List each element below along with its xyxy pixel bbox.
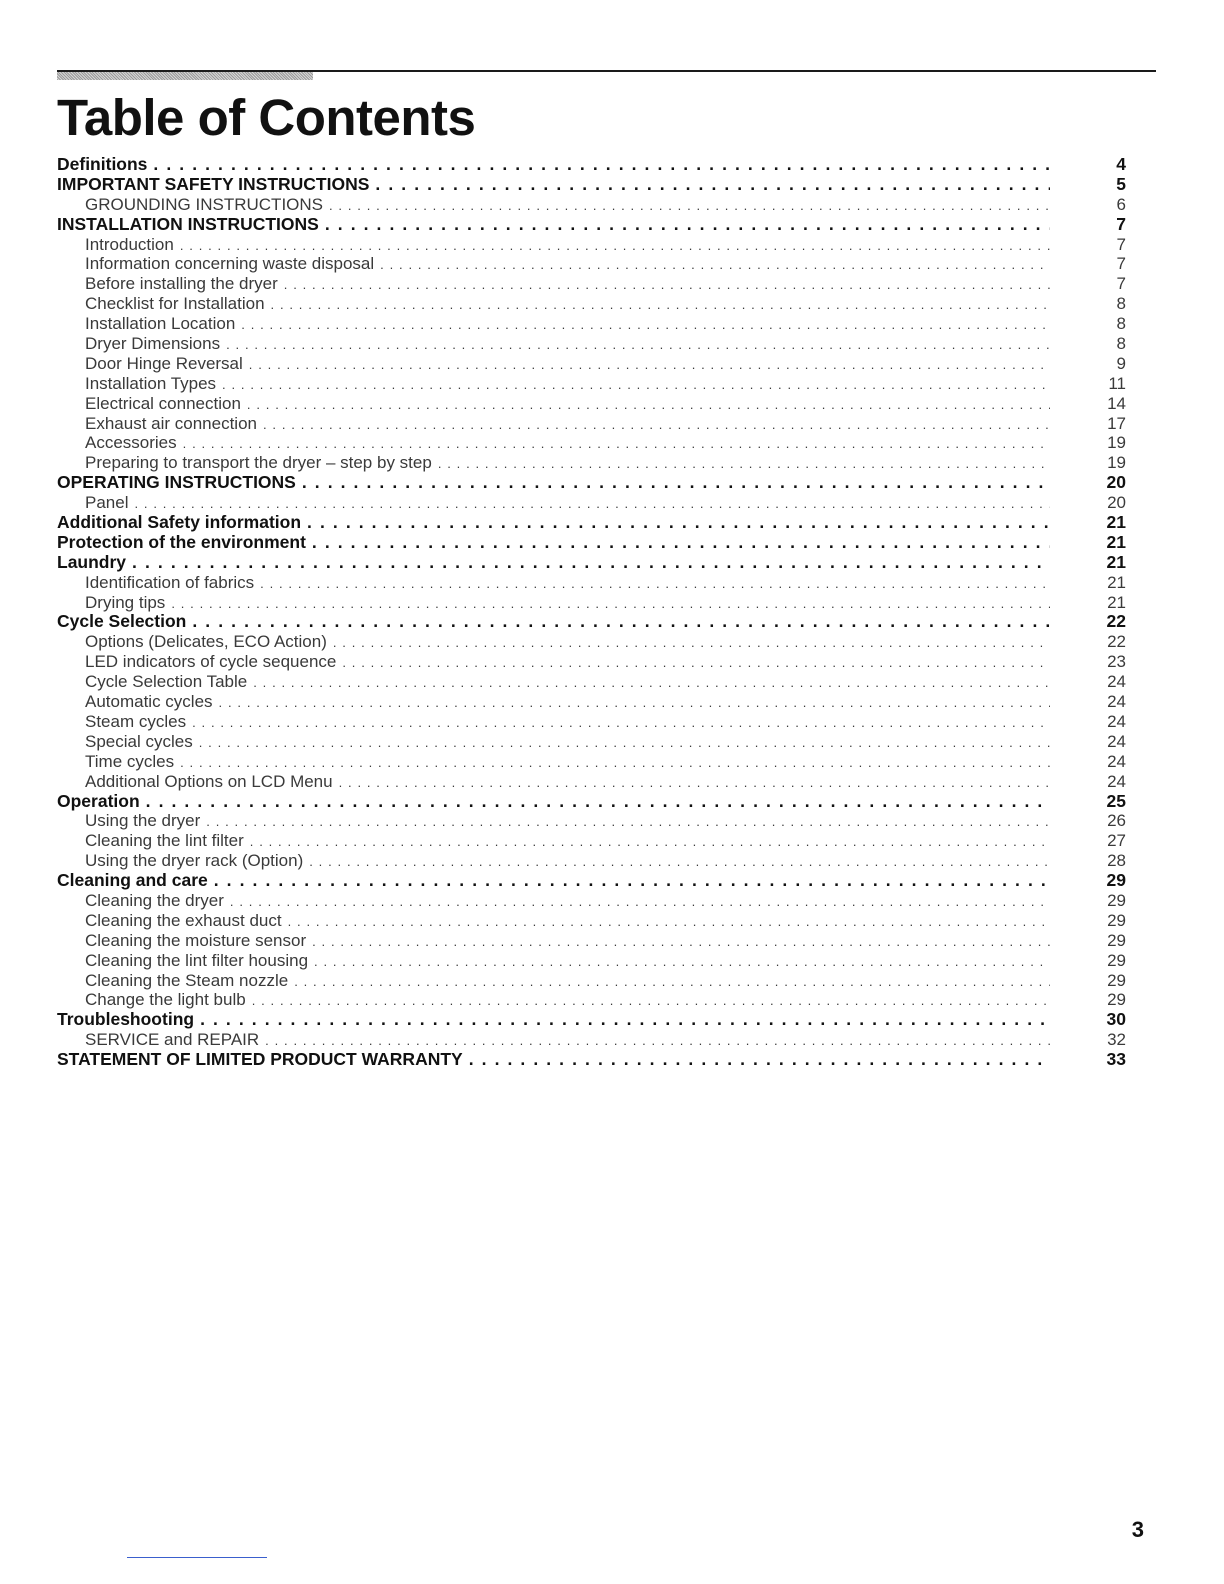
toc-entry-page: 24	[1107, 711, 1126, 731]
dot-leader	[307, 513, 1050, 533]
toc-entry-page: 24	[1107, 751, 1126, 771]
dot-leader	[294, 972, 1050, 991]
toc-entry-label: Electrical connection	[85, 393, 241, 413]
toc-entry-page: 6	[1116, 194, 1126, 214]
toc-section-entry[interactable]	[57, 155, 1126, 175]
dot-leader	[132, 553, 1050, 573]
toc-entry-page: 7	[1116, 274, 1126, 294]
toc-entry-label: Additional Safety information	[57, 513, 302, 533]
dot-leader	[284, 275, 1050, 294]
toc-entry-page: 19	[1107, 433, 1126, 453]
table-of-contents	[57, 155, 1126, 1070]
toc-entry-label: INSTALLATION INSTRUCTIONS	[57, 214, 319, 234]
toc-subsection-entry[interactable]	[57, 374, 1126, 394]
toc-entry-label: Cleaning and care	[57, 871, 208, 891]
toc-entry-page: 8	[1116, 314, 1126, 334]
toc-section-entry[interactable]	[57, 612, 1126, 632]
toc-subsection-entry[interactable]	[57, 414, 1126, 434]
toc-entry-page: 5	[1116, 174, 1126, 194]
toc-entry-page: 14	[1107, 393, 1126, 413]
page-number: 3	[1131, 1517, 1144, 1542]
toc-section-entry[interactable]	[57, 1010, 1126, 1030]
toc-entry-page: 29	[1107, 950, 1126, 970]
dot-leader	[206, 812, 1050, 831]
toc-entry-page: 24	[1107, 731, 1126, 751]
toc-entry-label: Cleaning the exhaust duct	[85, 910, 282, 930]
toc-subsection-entry[interactable]	[57, 573, 1126, 593]
toc-entry-page: 21	[1106, 513, 1126, 533]
header-band	[57, 72, 313, 80]
toc-entry-page: 29	[1107, 970, 1126, 990]
toc-entry-label: Panel	[85, 493, 129, 513]
toc-entry-page: 20	[1106, 473, 1126, 493]
toc-entry-label: Cleaning the Steam nozzle	[85, 970, 289, 990]
toc-entry-label: Cycle Selection	[57, 612, 187, 632]
toc-subsection-entry[interactable]	[57, 235, 1126, 255]
toc-entry-label: STATEMENT OF LIMITED PRODUCT WARRANTY	[57, 1050, 463, 1070]
toc-subsection-entry[interactable]	[57, 254, 1126, 274]
toc-subsection-entry[interactable]	[57, 433, 1126, 453]
dot-leader	[222, 375, 1050, 394]
toc-entry-label: SERVICE and REPAIR	[85, 1030, 260, 1050]
dot-leader	[199, 733, 1050, 752]
dot-leader	[253, 673, 1050, 692]
toc-entry-label: Automatic cycles	[85, 692, 213, 712]
dot-leader	[153, 155, 1050, 175]
dot-leader	[134, 494, 1050, 513]
toc-entry-label: Checklist for Installation	[85, 294, 265, 314]
toc-subsection-entry[interactable]	[57, 891, 1126, 911]
dot-leader	[252, 991, 1050, 1010]
dot-leader	[226, 335, 1050, 354]
dot-leader	[200, 1010, 1050, 1030]
toc-subsection-entry[interactable]	[57, 195, 1126, 215]
toc-subsection-entry[interactable]	[57, 951, 1126, 971]
dot-leader	[263, 415, 1050, 434]
toc-entry-label: Laundry	[57, 552, 127, 572]
dot-leader	[325, 215, 1050, 235]
dot-leader	[288, 912, 1050, 931]
toc-entry-page: 33	[1106, 1050, 1126, 1070]
toc-entry-label: Information concerning waste disposal	[85, 254, 375, 274]
dot-leader	[250, 832, 1050, 851]
toc-entry-label: IMPORTANT SAFETY INSTRUCTIONS	[57, 174, 370, 194]
toc-section-entry[interactable]	[57, 553, 1126, 573]
dot-leader	[314, 952, 1050, 971]
footer-line	[127, 1557, 267, 1558]
dot-leader	[469, 1050, 1050, 1070]
toc-entry-page: 29	[1107, 910, 1126, 930]
dot-leader	[380, 255, 1050, 274]
toc-entry-page: 4	[1116, 155, 1126, 174]
toc-entry-page: 11	[1108, 373, 1126, 393]
dot-leader	[375, 175, 1050, 195]
toc-entry-label: Cycle Selection Table	[85, 672, 248, 692]
dot-leader	[339, 773, 1050, 792]
toc-subsection-entry[interactable]	[57, 931, 1126, 951]
toc-entry-label: Accessories	[85, 433, 177, 453]
dot-leader	[183, 434, 1050, 453]
dot-leader	[342, 653, 1050, 672]
toc-entry-label: Steam cycles	[85, 711, 187, 731]
dot-leader	[302, 473, 1050, 493]
toc-entry-label: Introduction	[85, 234, 174, 254]
dot-leader	[249, 355, 1050, 374]
toc-subsection-entry[interactable]	[57, 274, 1126, 294]
toc-entry-label: Identification of fabrics	[85, 572, 255, 592]
toc-subsection-entry[interactable]	[57, 493, 1126, 513]
toc-subsection-entry[interactable]	[57, 453, 1126, 473]
page-title: Table of Contents	[57, 89, 476, 146]
toc-entry-label: Using the dryer rack (Option)	[85, 851, 304, 871]
toc-entry-page: 21	[1106, 552, 1126, 572]
toc-entry-label: Options (Delicates, ECO Action)	[85, 632, 327, 652]
toc-entry-label: Using the dryer	[85, 811, 201, 831]
dot-leader	[329, 196, 1050, 215]
toc-entry-page: 8	[1116, 334, 1126, 354]
toc-entry-label: Door Hinge Reversal	[85, 353, 243, 373]
toc-entry-label: GROUNDING INSTRUCTIONS	[85, 194, 323, 214]
toc-subsection-entry[interactable]	[57, 632, 1126, 652]
toc-entry-label: Definitions	[57, 155, 148, 174]
toc-subsection-entry[interactable]	[57, 692, 1126, 712]
toc-entry-page: 21	[1106, 532, 1126, 552]
toc-entry-page: 24	[1107, 692, 1126, 712]
dot-leader	[312, 533, 1050, 553]
toc-subsection-entry[interactable]	[57, 752, 1126, 772]
toc-section-entry[interactable]	[57, 1050, 1126, 1070]
toc-subsection-entry[interactable]	[57, 334, 1126, 354]
toc-entry-page: 28	[1107, 851, 1126, 871]
toc-entry-label: LED indicators of cycle sequence	[85, 652, 337, 672]
toc-entry-label: Operation	[57, 791, 140, 811]
toc-entry-label: Cleaning the lint filter	[85, 831, 244, 851]
toc-entry-page: 29	[1107, 890, 1126, 910]
dot-leader	[214, 871, 1050, 891]
toc-section-entry[interactable]	[57, 215, 1126, 235]
toc-entry-page: 22	[1107, 632, 1126, 652]
toc-section-entry[interactable]	[57, 473, 1126, 493]
toc-entry-page: 29	[1107, 930, 1126, 950]
toc-entry-page: 19	[1107, 453, 1126, 473]
toc-section-entry[interactable]	[57, 871, 1126, 891]
toc-entry-label: Installation Location	[85, 314, 236, 334]
dot-leader	[192, 612, 1050, 632]
toc-entry-page: 8	[1116, 294, 1126, 314]
toc-subsection-entry[interactable]	[57, 911, 1126, 931]
toc-section-entry[interactable]	[57, 792, 1126, 812]
dot-leader	[230, 892, 1050, 911]
toc-entry-page: 17	[1107, 413, 1126, 433]
toc-subsection-entry[interactable]	[57, 652, 1126, 672]
toc-entry-page: 7	[1116, 254, 1126, 274]
toc-entry-label: Additional Options on LCD Menu	[85, 771, 333, 791]
dot-leader	[265, 1031, 1050, 1050]
dot-leader	[260, 574, 1050, 593]
dot-leader	[192, 713, 1050, 732]
toc-entry-page: 9	[1116, 353, 1126, 373]
toc-entry-page: 32	[1107, 1030, 1126, 1050]
toc-entry-label: Time cycles	[85, 751, 175, 771]
toc-subsection-entry[interactable]	[57, 712, 1126, 732]
dot-leader	[219, 693, 1050, 712]
toc-subsection-entry[interactable]	[57, 394, 1126, 414]
toc-entry-label: Preparing to transport the dryer – step by step	[85, 453, 432, 473]
toc-entry-label: Exhaust air connection	[85, 413, 257, 433]
toc-entry-page: 29	[1106, 871, 1126, 891]
toc-entry-label: OPERATING INSTRUCTIONS	[57, 473, 296, 493]
toc-subsection-entry[interactable]	[57, 672, 1126, 692]
toc-section-entry[interactable]	[57, 175, 1126, 195]
dot-leader	[241, 315, 1050, 334]
dot-leader	[180, 236, 1050, 255]
toc-entry-label: Cleaning the dryer	[85, 890, 224, 910]
toc-entry-page: 26	[1107, 811, 1126, 831]
toc-entry-page: 23	[1107, 652, 1126, 672]
toc-subsection-entry[interactable]	[57, 772, 1126, 792]
toc-entry-label: Change the light bulb	[85, 990, 246, 1010]
toc-entry-label: Drying tips	[85, 592, 166, 612]
toc-entry-label: Protection of the environment	[57, 532, 306, 552]
toc-subsection-entry[interactable]	[57, 990, 1126, 1010]
toc-section-entry[interactable]	[57, 513, 1126, 533]
toc-subsection-entry[interactable]	[57, 851, 1126, 871]
toc-entry-page: 7	[1116, 234, 1126, 254]
toc-entry-page: 25	[1106, 791, 1126, 811]
toc-entry-page: 22	[1106, 612, 1126, 632]
toc-section-entry[interactable]	[57, 533, 1126, 553]
toc-entry-page: 7	[1116, 214, 1126, 234]
toc-entry-label: Cleaning the lint filter housing	[85, 950, 309, 970]
toc-entry-page: 29	[1107, 990, 1126, 1010]
dot-leader	[333, 633, 1050, 652]
toc-entry-page: 24	[1107, 771, 1126, 791]
toc-subsection-entry[interactable]	[57, 314, 1126, 334]
toc-entry-page: 21	[1107, 592, 1126, 612]
toc-subsection-entry[interactable]	[57, 593, 1126, 613]
dot-leader	[247, 395, 1050, 414]
toc-subsection-entry[interactable]	[57, 354, 1126, 374]
dot-leader	[146, 792, 1050, 812]
dot-leader	[309, 852, 1050, 871]
toc-subsection-entry[interactable]	[57, 971, 1126, 991]
toc-entry-page: 30	[1106, 1010, 1126, 1030]
toc-subsection-entry[interactable]	[57, 294, 1126, 314]
toc-entry-page: 27	[1107, 831, 1126, 851]
dot-leader	[312, 932, 1050, 951]
dot-leader	[271, 295, 1050, 314]
toc-entry-label: Cleaning the moisture sensor	[85, 930, 307, 950]
toc-entry-label: Troubleshooting	[57, 1010, 195, 1030]
dot-leader	[438, 454, 1050, 473]
toc-entry-label: Before installing the dryer	[85, 274, 278, 294]
toc-subsection-entry[interactable]	[57, 831, 1126, 851]
toc-subsection-entry[interactable]	[57, 732, 1126, 752]
toc-entry-page: 21	[1107, 572, 1126, 592]
toc-entry-page: 20	[1107, 493, 1126, 513]
toc-subsection-entry[interactable]	[57, 1030, 1126, 1050]
toc-entry-page: 24	[1107, 672, 1126, 692]
toc-entry-label: Installation Types	[85, 373, 217, 393]
toc-subsection-entry[interactable]	[57, 811, 1126, 831]
toc-entry-label: Special cycles	[85, 731, 193, 751]
toc-entry-label: Dryer Dimensions	[85, 334, 221, 354]
dot-leader	[171, 594, 1050, 613]
dot-leader	[180, 753, 1050, 772]
